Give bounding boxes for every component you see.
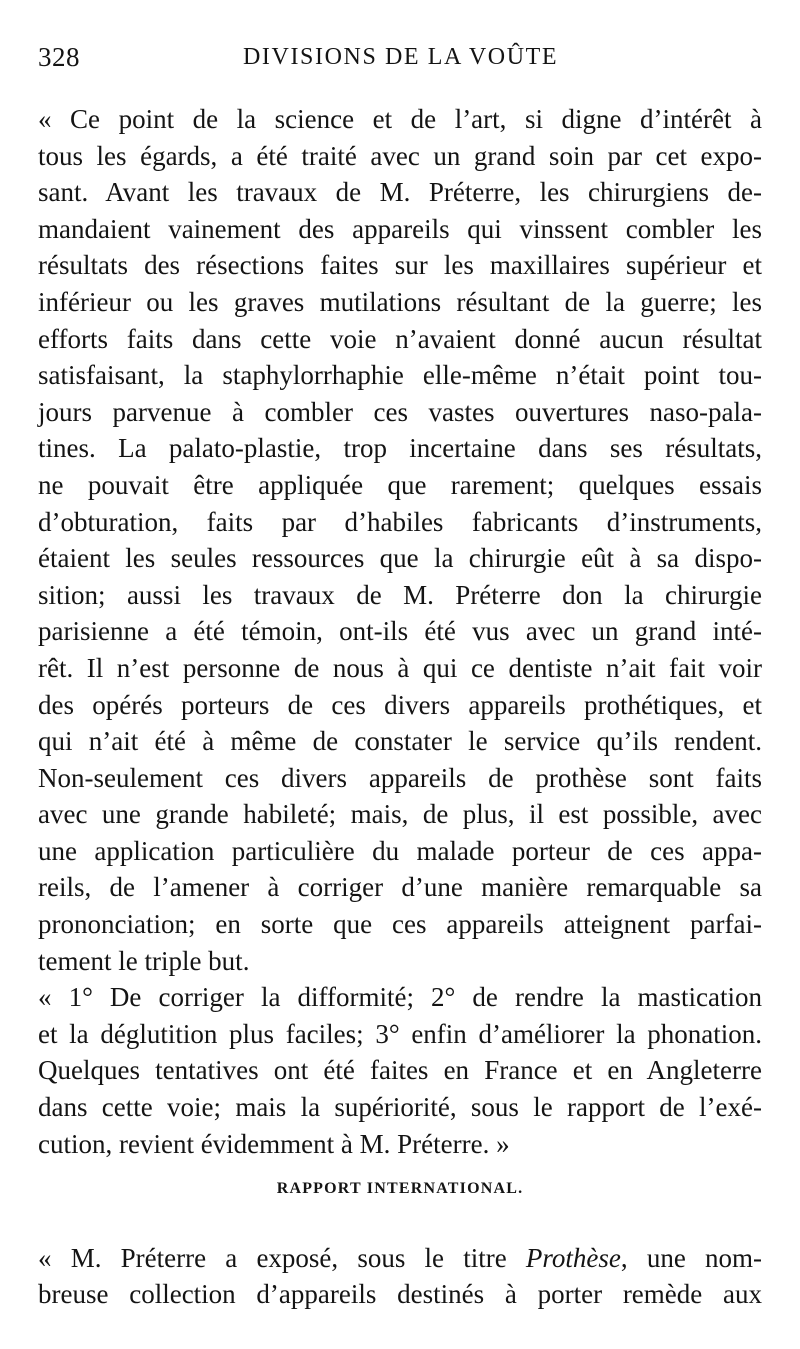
text-line: ne pouvait être appliquée que rarement; quelques essais [38,469,762,500]
text-line: avec une grande habileté; mais, de plus, il est possible, avec [38,799,762,830]
page-number: 328 [38,42,80,72]
text-line: prononciation; en sorte que ces appareils atteignent parfai- [38,909,762,940]
text-line: sition; aussi les travaux de M. Préterre don la chirurgie [38,579,762,610]
text-line: reils, de l’amener à corriger d’une manière remarquable sa [38,872,762,903]
text-line: Non-seulement ces divers appareils de prothèse sont faits [38,762,762,793]
text-line: « 1° De corriger la difformité; 2° de rendre la mastication [38,982,762,1013]
text-line: tement le triple but. [38,945,250,976]
text-line: satisfaisant, la staphylorrhaphie elle-même n’était point tou- [38,360,762,391]
text-line: étaient les seules ressources que la chirurgie eût à sa dispo- [38,543,762,574]
text-line: dans cette voie; mais la supériorité, sous le rapport de l’exé- [38,1092,762,1123]
text-line: sant. Avant les travaux de M. Préterre, les chirurgiens de- [38,177,762,208]
text-line: mandaient vainement des appareils qui vinssent combler les [38,213,762,244]
italic-title: Prothèse [525,1243,621,1273]
text-line: breuse collection d’appareils destinés à porter remède aux [38,1279,762,1309]
text-line: tines. La palato-plastie, trop incertaine dans ses résultats, [38,433,762,464]
text-line: et la déglutition plus faciles; 3° enfin d’améliorer la phonation. [38,1018,762,1049]
text-line: jours parvenue à combler ces vastes ouvertures naso-pala- [38,396,762,427]
page-header [38,42,760,76]
text-line: des opérés porteurs de ces divers appareils prothétiques, et [38,689,762,720]
text-line: efforts faits dans cette voie n’avaient donné aucun résultat [38,323,762,354]
text-line: résultats des résections faites sur les maxillaires supérieur et [38,250,762,281]
text-line: d’obturation, faits par d’habiles fabricants d’instruments, [38,506,762,537]
text-line: rêt. Il n’est personne de nous à qui ce dentiste n’ait fait voir [38,652,762,683]
section-body-text [38,1240,762,1312]
text-line: tous les égards, a été traité avec un grand soin par cet expo- [38,140,762,171]
text-line: « Ce point de la science et de l’art, si digne d’intérêt à [38,104,762,134]
body-text [38,101,762,1162]
text-line: inférieur ou les graves mutilations résultant de la guerre; les [38,286,762,317]
text-line: Quelques tentatives ont été faites en France et en Angleterre [38,1055,762,1086]
text-line: une application particulière du malade porteur de ces appa- [38,835,762,866]
text-line: « M. Préterre a exposé, sous le titre Prothèse, une nom- [38,1243,762,1273]
running-title: DIVISIONS DE LA VOÛTE [243,44,559,70]
text-line: parisienne a été témoin, ont-ils été vus avec un grand inté- [38,616,762,647]
section-heading: RAPPORT INTERNATIONAL. [276,1180,524,1197]
text-line: cution, revient évidemment à M. Préterre. » [38,1128,510,1159]
text-line: qui n’ait été à même de constater le service qu’ils rendent. [38,726,762,757]
